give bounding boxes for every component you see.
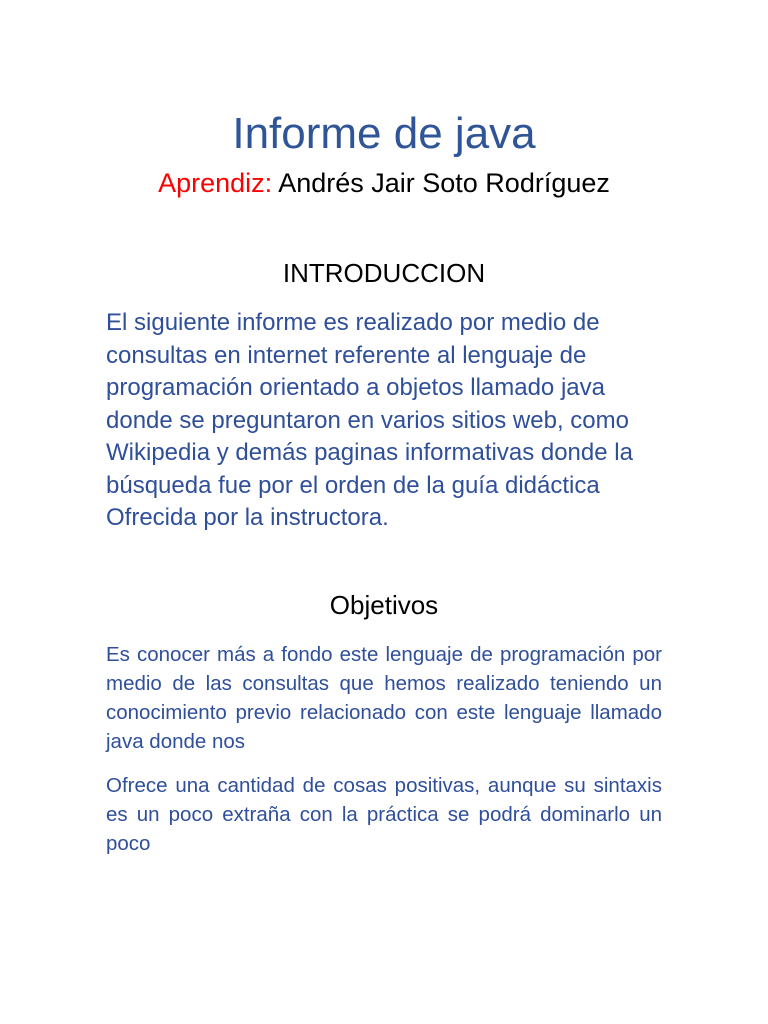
author-line [0, 166, 768, 200]
section-heading-objetivos: Objetivos [329, 590, 439, 620]
objetivos-paragraph-2: Ofrece una cantidad de cosas positivas, aunque su sintaxis es un poco extraña con la práctica se podrá dominarlo un poco [106, 774, 662, 855]
objetivos-paragraph-1: Es conocer más a fondo este lenguaje de programación por medio de las consultas que hemos realizado teniendo un conocimiento previo relacionado con este lenguaje llamado java donde nos [106, 643, 662, 753]
section-heading-introduccion: INTRODUCCION [282, 258, 486, 288]
introduccion-paragraph: El siguiente informe es realizado por medio de consultas en internet referente al lenguaje de programación orientado a objetos llamado java donde se preguntaron en varios sitios web, como Wikipedia y demás paginas informativas donde la búsqueda fue por el orden de la guía didáctica Ofrecida por la instructora. [106, 309, 633, 531]
author-label: Aprendiz: [158, 168, 273, 198]
author-name: Andrés Jair Soto Rodríguez [272, 168, 610, 198]
document-title: Informe de java [232, 109, 536, 158]
